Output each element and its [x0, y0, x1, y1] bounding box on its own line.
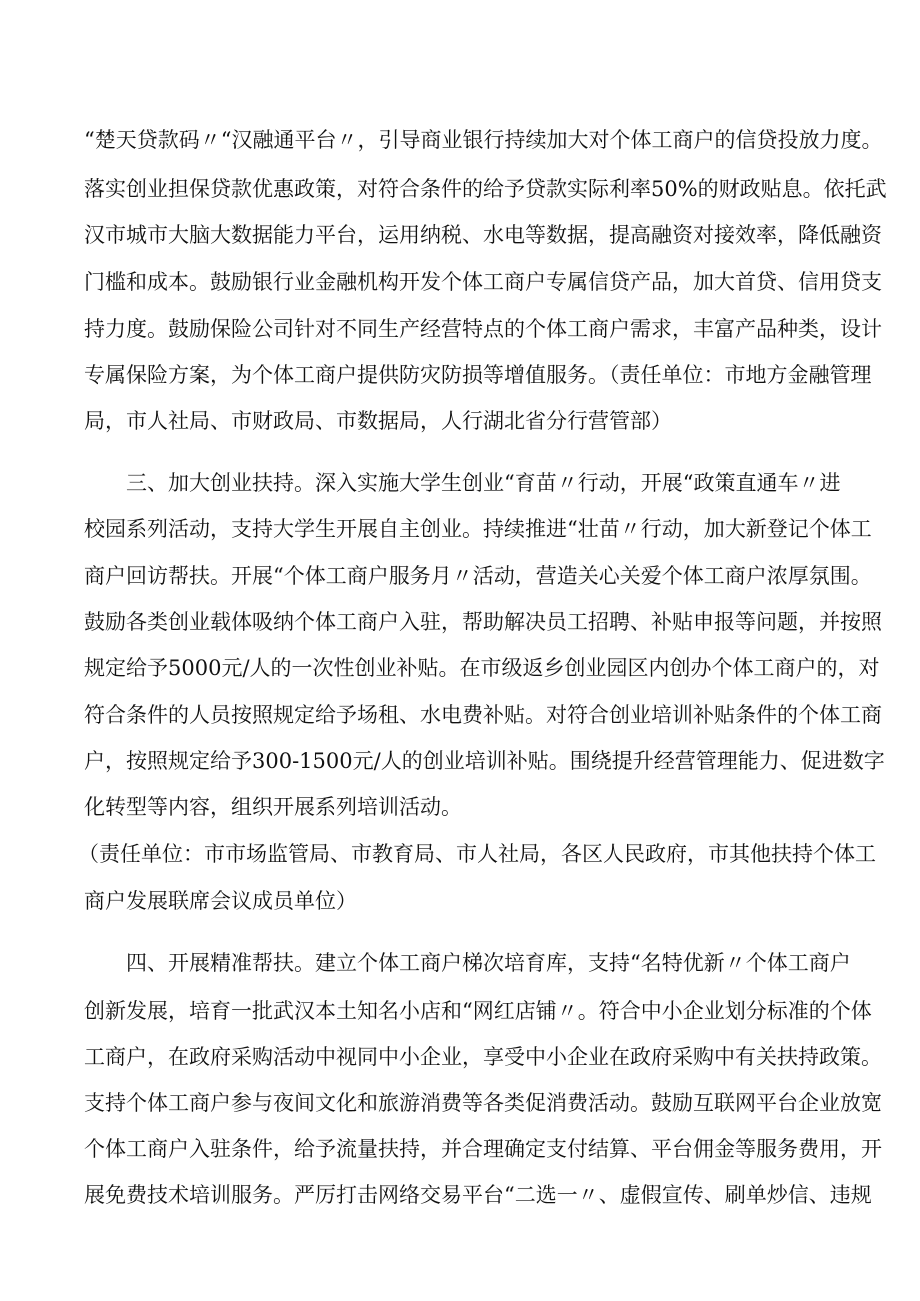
- paragraph-line: 个体工商户入驻条件，给予流量扶持，并合理确定支付结算、平台佣金等服务费用，开: [84, 1137, 882, 1161]
- responsible-units-line: 商户发展联席会议成员单位）: [84, 889, 357, 913]
- paragraph-line: 校园系列活动，支持大学生开展自主创业。持续推进“壮苗〃行动，加大新登记个体工: [84, 517, 872, 541]
- paragraph-line: 落实创业担保贷款优惠政策，对符合条件的给予贷款实际利率50%的财政贴息。依托武: [84, 177, 887, 201]
- paragraph-line: 商户回访帮扶。开展“个体工商户服务月〃活动，营造关心关爱个体工商户浓厚氛围。: [84, 564, 872, 588]
- section-heading-line: 三、加大创业扶持。深入实施大学生创业“育苗〃行动，开展“政策直通车〃进: [126, 471, 841, 495]
- paragraph-line: 门槛和成本。鼓励银行业金融机构开发个体工商户专属信贷产品，加大首贷、信用贷支: [84, 270, 882, 294]
- paragraph-line: 局，市人社局、市财政局、市数据局，人行湖北省分行营管部）: [84, 409, 672, 433]
- paragraph-line: 专属保险方案，为个体工商户提供防灾防损等增值服务。（责任单位：市地方金融管理: [84, 363, 872, 387]
- paragraph-line: 创新发展，培育一批武汉本土知名小店和“网红店铺〃。符合中小企业划分标准的个体: [84, 999, 872, 1023]
- paragraph-line: 汉市城市大脑大数据能力平台，运用纳税、水电等数据，提高融资对接效率，降低融资: [84, 223, 882, 247]
- paragraph-line: 化转型等内容，组织开展系列培训活动。: [84, 795, 462, 819]
- paragraph-line: 持力度。鼓励保险公司针对不同生产经营特点的个体工商户需求，丰富产品种类，设计: [84, 317, 882, 341]
- paragraph-line: 鼓励各类创业载体吸纳个体工商户入驻，帮助解决员工招聘、补贴申报等问题，并按照: [84, 610, 882, 634]
- responsible-units-line: （责任单位：市市场监管局、市教育局、市人社局，各区人民政府，市其他扶持个体工: [78, 842, 876, 866]
- paragraph-line: 支持个体工商户参与夜间文化和旅游消费等各类促消费活动。鼓励互联网平台企业放宽: [84, 1091, 882, 1115]
- section-heading-line: 四、开展精准帮扶。建立个体工商户梯次培育库，支持“名特优新〃个体工商户: [126, 951, 851, 975]
- paragraph-line: 符合条件的人员按照规定给予场租、水电费补贴。对符合创业培训补贴条件的个体工商: [84, 703, 882, 727]
- paragraph-line: “楚天贷款码〃“汉融通平台〃，引导商业银行持续加大对个体工商户的信贷投放力度。: [84, 128, 883, 152]
- paragraph-line: 展免费技术培训服务。严厉打击网络交易平台“二选一〃、虚假宣传、刷单炒信、违规: [84, 1183, 872, 1207]
- paragraph-line: 户，按照规定给予300-1500元/人的创业培训补贴。围绕提升经营管理能力、促进数字: [84, 749, 885, 773]
- paragraph-line: 规定给予5000元/人的一次性创业补贴。在市级返乡创业园区内创办个体工商户的，对: [84, 656, 880, 680]
- paragraph-line: 工商户，在政府采购活动中视同中小企业，享受中小企业在政府采购中有关扶持政策。: [84, 1045, 882, 1069]
